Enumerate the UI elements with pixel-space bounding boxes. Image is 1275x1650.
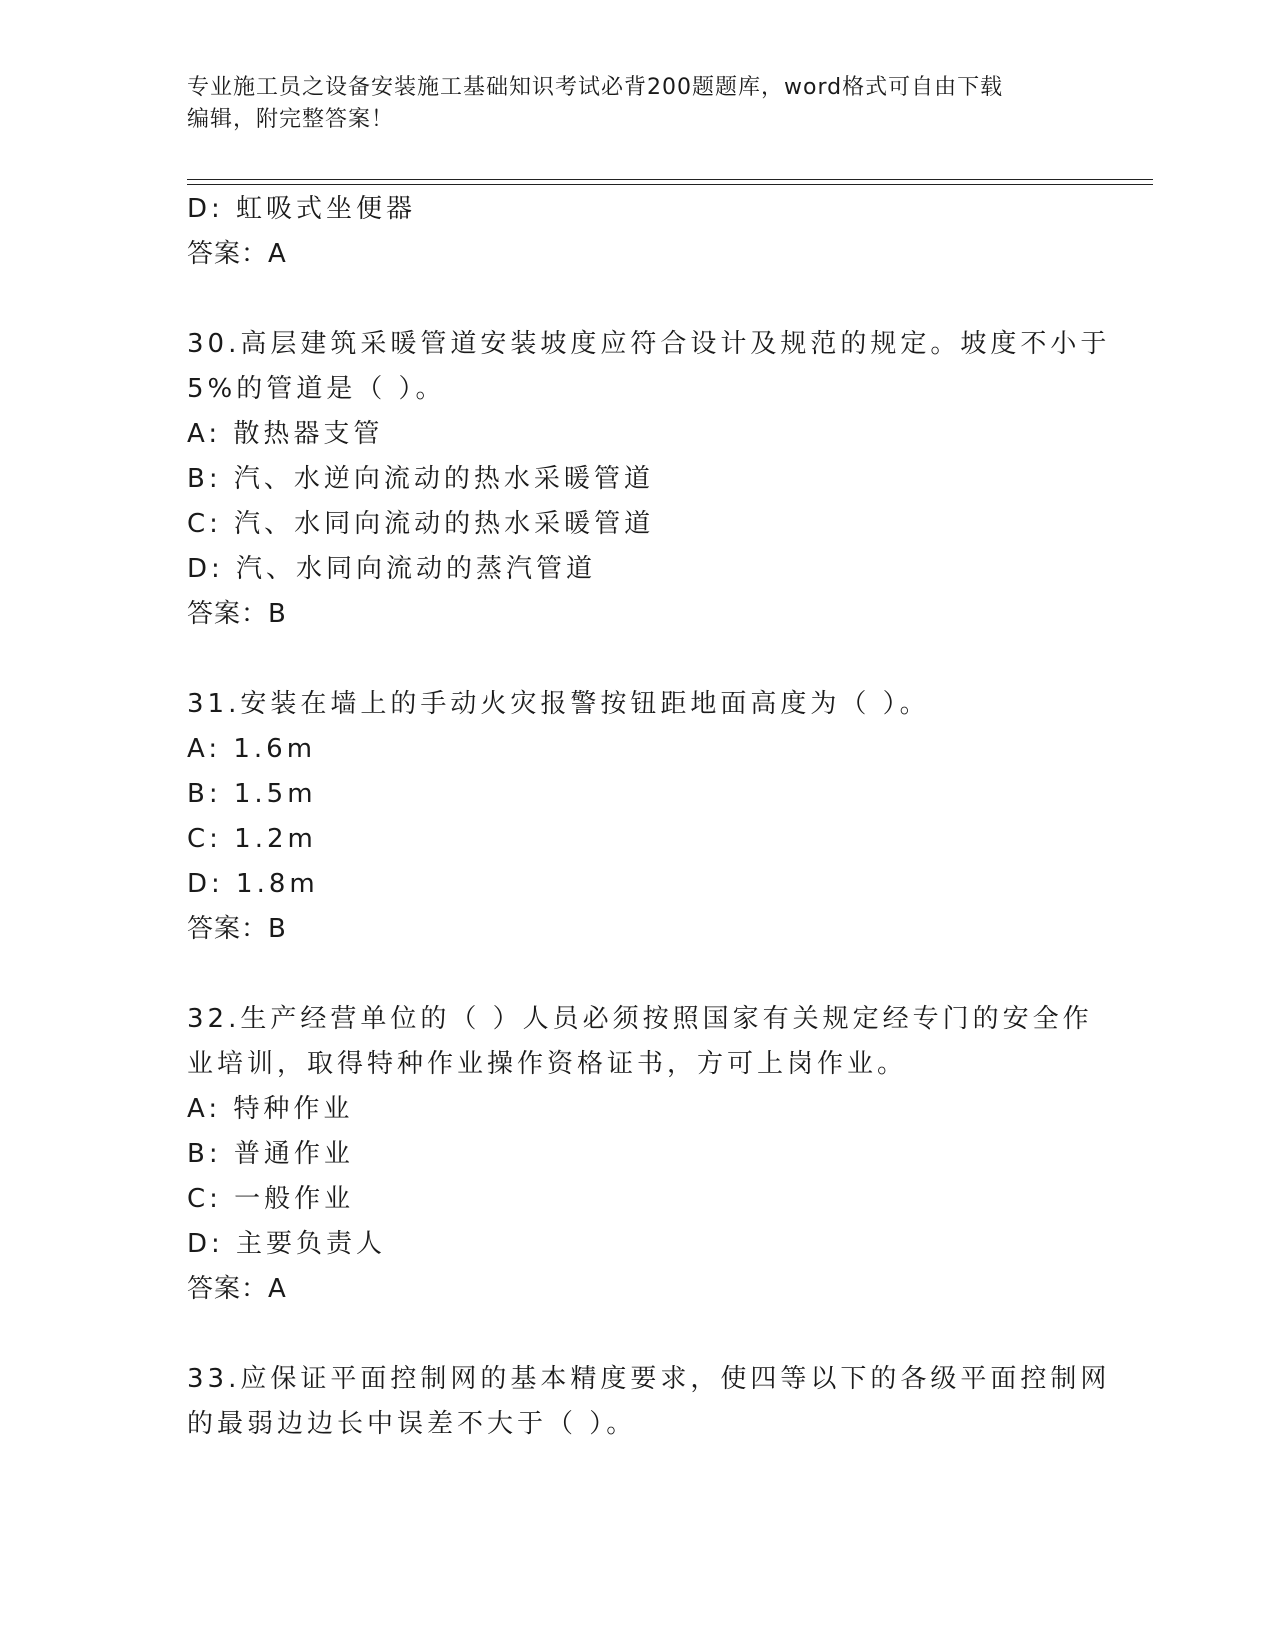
q31-option-c: C: 1.2m [187, 824, 317, 854]
header-title-line-2: 编辑，附完整答案！ [187, 107, 395, 132]
q32-option-d: D: 主要负责人 [187, 1229, 387, 1259]
q30-option-b: B: 汽、水逆向流动的热水采暖管道 [187, 464, 654, 494]
q31-option-d: D: 1.8m [187, 869, 319, 899]
q31-answer: 答案：B [187, 914, 287, 944]
q32-option-b: B: 普通作业 [187, 1139, 354, 1169]
header-divider-bottom [187, 184, 1153, 185]
q30-answer: 答案：B [187, 599, 287, 629]
q30-option-a: A: 散热器支管 [187, 419, 384, 449]
prev-option-d: D: 虹吸式坐便器 [187, 194, 417, 224]
q30-option-c: C: 汽、水同向流动的热水采暖管道 [187, 509, 655, 539]
header-divider-top [187, 179, 1153, 180]
q31-option-b: B: 1.5m [187, 779, 317, 809]
q33-stem-line-2: 的最弱边边长中误差不大于（ ）。 [187, 1409, 637, 1439]
q31-stem-line-1: 31.安装在墙上的手动火灾报警按钮距地面高度为（ ）。 [187, 689, 930, 719]
q30-stem-line-2: 5%的管道是（ ）。 [187, 374, 446, 404]
q32-option-c: C: 一般作业 [187, 1184, 355, 1214]
prev-answer: 答案：A [187, 239, 287, 269]
q32-stem-line-2: 业培训，取得特种作业操作资格证书，方可上岗作业。 [187, 1049, 908, 1079]
header-title-line-1: 专业施工员之设备安装施工基础知识考试必背200题题库，word格式可自由下载 [187, 75, 1004, 100]
q32-option-a: A: 特种作业 [187, 1094, 354, 1124]
q32-stem-line-1: 32.生产经营单位的（ ）人员必须按照国家有关规定经专门的安全作 [187, 1004, 1093, 1034]
q30-option-d: D: 汽、水同向流动的蒸汽管道 [187, 554, 597, 584]
q30-stem-line-1: 30.高层建筑采暖管道安装坡度应符合设计及规范的规定。坡度不小于 [187, 329, 1111, 359]
document-header [187, 72, 1067, 136]
q32-answer: 答案：A [187, 1274, 287, 1304]
q31-option-a: A: 1.6m [187, 734, 317, 764]
q33-stem-line-1: 33.应保证平面控制网的基本精度要求，使四等以下的各级平面控制网 [187, 1364, 1111, 1394]
